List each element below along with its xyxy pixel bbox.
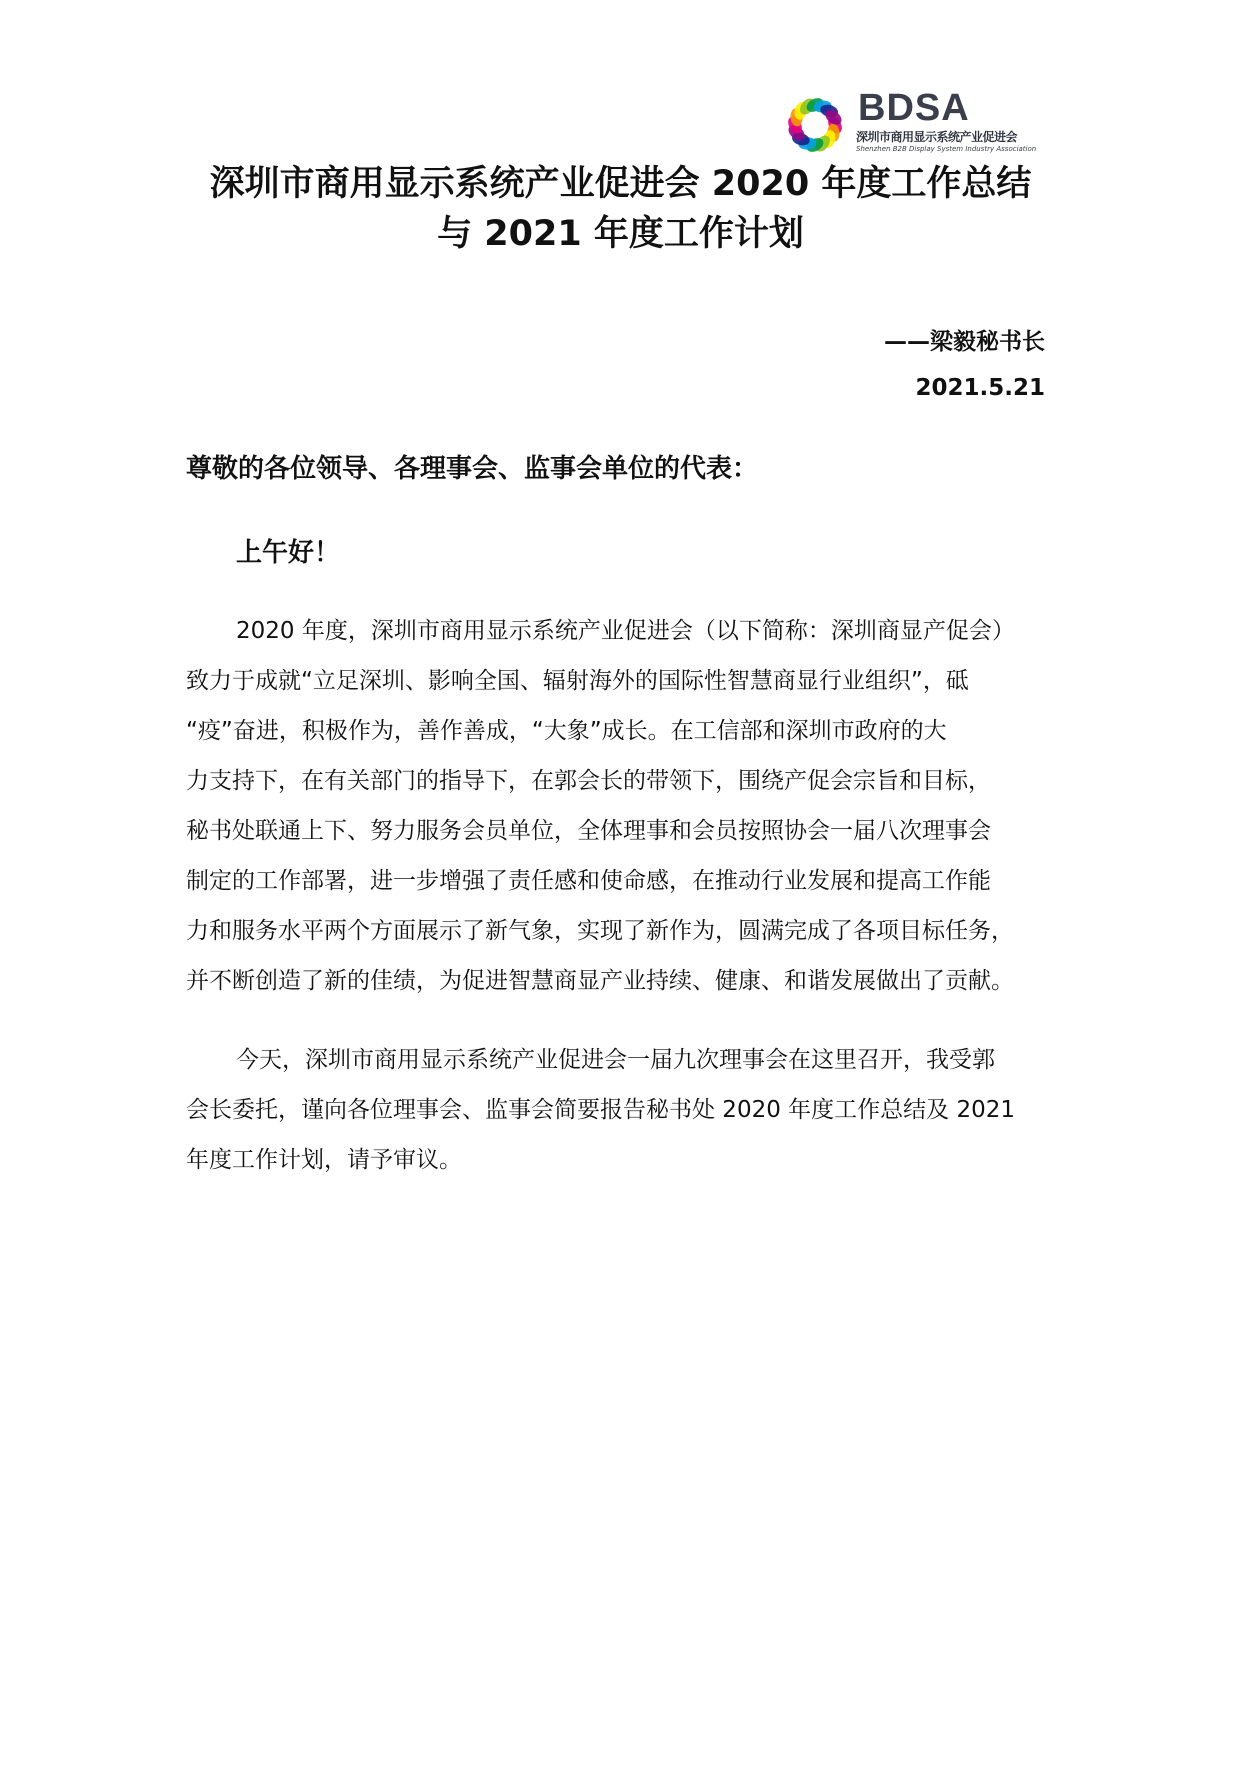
paragraph-line: 会长委托，谨向各位理事会、监事会简要报告秘书处 2020 年度工作总结及 2021 [186, 1097, 1015, 1123]
logo-org-name-en: Shenzhen B2B Display System Industry Association [856, 145, 1037, 153]
paragraph-line: “疫”奋进，积极作为，善作善成，“大象”成长。在工信部和深圳市政府的大 [186, 718, 947, 744]
paragraph-line: 并不断创造了新的佳绩，为促进智慧商显产业持续、健康、和谐发展做出了贡献。 [186, 968, 1014, 994]
paragraph-line: 力支持下，在有关部门的指导下，在郭会长的带领下，围绕产促会宗旨和目标， [186, 768, 991, 794]
paragraph-line: 力和服务水平两个方面展示了新气象，实现了新作为，圆满完成了各项目标任务， [186, 918, 1014, 944]
paragraph-line: 今天，深圳市商用显示系统产业促进会一届九次理事会在这里召开，我受郭 [236, 1047, 995, 1073]
document-title-line-2: 与 2021 年度工作计划 [437, 214, 804, 254]
paragraph-line: 致力于成就“立足深圳、影响全国、辐射海外的国际性智慧商显行业组织”，砥 [186, 668, 969, 694]
logo-brand-text: BDSA [858, 88, 970, 126]
paragraph-1 [186, 606, 1046, 1006]
salutation: 尊敬的各位领导、各理事会、监事会单位的代表： [186, 454, 759, 484]
paragraph-line: 秘书处联通上下、努力服务会员单位，全体理事和会员按照协会一届八次理事会 [186, 818, 991, 844]
paragraph-line: 年度工作计划，请予审议。 [186, 1147, 462, 1173]
logo-org-name-cn: 深圳市商用显示系统产业促进会 [856, 130, 1018, 144]
paragraph-line: 制定的工作部署，进一步增强了责任感和使命感，在推动行业发展和提高工作能 [186, 868, 991, 894]
logo-text-block [856, 88, 1052, 160]
greeting: 上午好！ [236, 538, 341, 568]
document-date: 2021.5.21 [915, 375, 1045, 401]
logo-brand-wordmark [856, 88, 1052, 126]
flower-logo-icon [782, 92, 848, 158]
document-title-line-1: 深圳市商用显示系统产业促进会 2020 年度工作总结 [209, 164, 1032, 204]
paragraph-2 [186, 1035, 1046, 1185]
bdsa-logo [782, 88, 1052, 160]
author-signature: ——梁毅秘书长 [884, 329, 1045, 355]
paragraph-line: 2020 年度，深圳市商用显示系统产业促进会（以下简称：深圳商显产促会） [236, 618, 1015, 644]
